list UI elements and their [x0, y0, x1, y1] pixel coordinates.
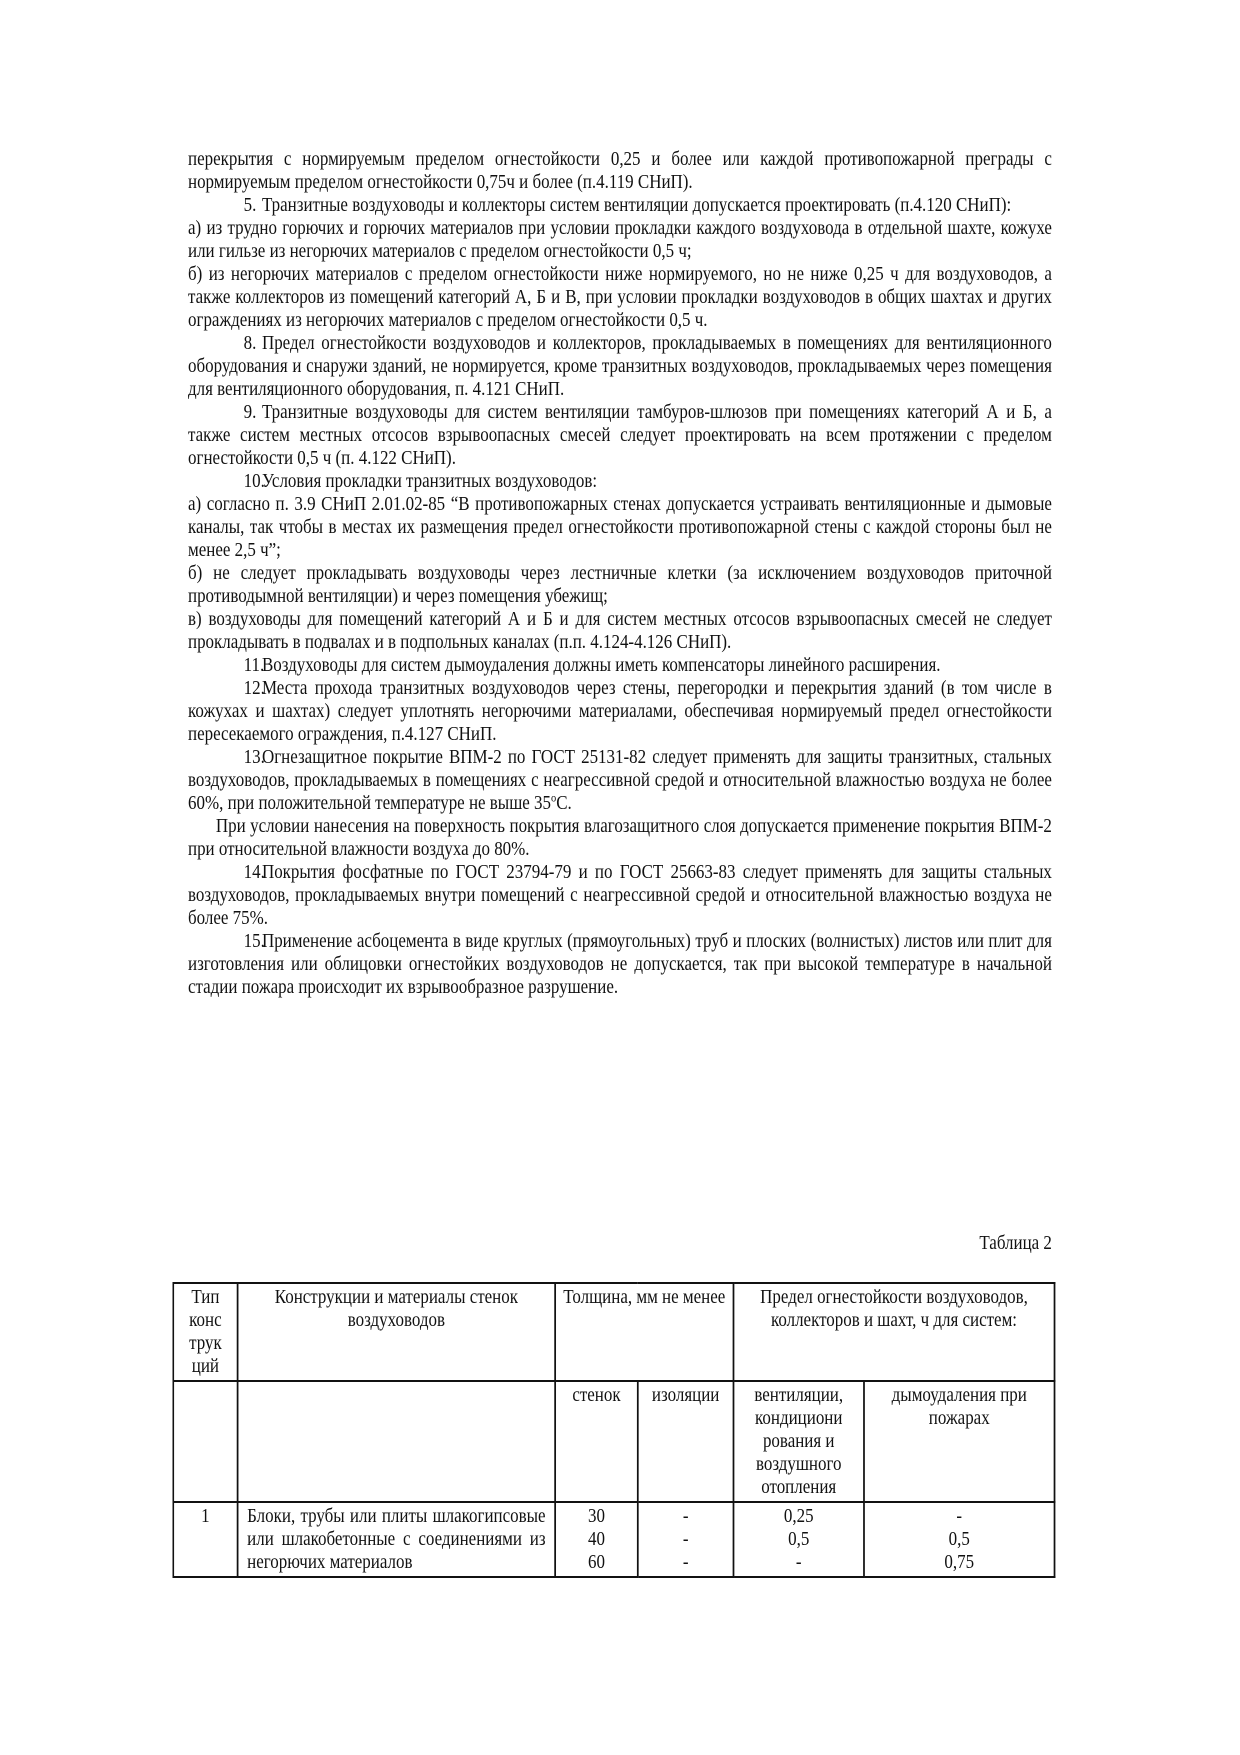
table-header-row	[173, 1283, 1054, 1381]
cell-construction: Блоки, трубы или плиты шлакогипсовые или шлакобетонные с соединениями из негорючих материалов	[238, 1502, 556, 1577]
table-caption: Таблица 2	[979, 1233, 1052, 1254]
cell-value: -	[956, 1506, 963, 1527]
item-number: 12.	[243, 678, 265, 699]
cell-value: -	[682, 1529, 689, 1550]
header-insulation: изоляции	[638, 1381, 734, 1502]
item-number: 10.	[243, 471, 265, 492]
cell-walls	[555, 1502, 638, 1577]
table-row	[173, 1502, 1054, 1577]
header-walls: стенок	[555, 1381, 638, 1502]
paragraph-text: Огнезащитное покрытие ВПМ-2 по ГОСТ 25131-82 следует применять для защиты транзитных, стальных воздуховодов, прокладываемых в помещениях с неагрессивной средой и относительной влажностью воздуха не более 60%, при положительной температуре не выше 35	[188, 747, 1052, 814]
paragraph	[188, 470, 1052, 493]
paragraph-text: перекрытия с нормируемым пределом огнестойкости 0,25 и более или каждой противопожарной преграды с нормируемым пределом огнестойкости 0,75ч и более (п.4.119 СНиП).	[188, 149, 1052, 193]
item-number: 15.	[243, 931, 265, 952]
paragraph	[188, 332, 1052, 401]
cell-type: 1	[173, 1502, 237, 1577]
header-thickness: Толщина, мм не менее	[555, 1283, 733, 1381]
paragraph	[188, 217, 1052, 263]
paragraph-text: Воздуховоды для систем дымоудаления должны иметь компенсаторы линейного расширения.	[261, 655, 941, 676]
empty-cell	[173, 1381, 237, 1502]
header-construction: Конструкции и материалы стенок воздуховодов	[238, 1283, 556, 1381]
item-number: 14.	[243, 862, 265, 883]
cell-value: 0,75	[944, 1552, 975, 1573]
table-subheader-row	[173, 1381, 1054, 1502]
item-number: 13.	[243, 747, 265, 768]
document-page	[188, 148, 1052, 1573]
empty-cell	[238, 1381, 556, 1502]
cell-value: 40	[587, 1529, 605, 1550]
degree-sup: о	[551, 790, 557, 805]
paragraph-text: При условии нанесения на поверхность покрытия влагозащитного слоя допускается применение покрытия ВПМ-2 при относительной влажности воздуха до 80%.	[188, 816, 1052, 860]
item-number: 8.	[243, 333, 257, 354]
cell-ventilation	[733, 1502, 864, 1577]
cell-value: 0,5	[788, 1529, 810, 1550]
header-smoke-removal: дымоудаления при пожарах	[864, 1381, 1055, 1502]
body-text	[188, 148, 1052, 999]
paragraph	[188, 746, 1052, 815]
paragraph	[188, 194, 1052, 217]
paragraph	[188, 562, 1052, 608]
paragraph-text: Предел огнестойкости воздуховодов и коллекторов, прокладываемых в помещениях для вентиляционного оборудования и снаружи зданий, не нормируется, кроме транзитных воздуховодов, прокладываемых через помещения для вентиляционного оборудования, п. 4.121 СНиП.	[188, 333, 1052, 400]
paragraph-text: Условия прокладки транзитных воздуховодов:	[261, 471, 598, 492]
header-type: Тип конс трук ций	[173, 1283, 237, 1381]
cell-value: -	[795, 1552, 802, 1573]
paragraph-text: Места прохода транзитных воздуховодов через стены, перегородки и перекрытия зданий (в том числе в кожухах и шахтах) следует уплотнять негорючими материалами, обеспечивая нормируемый предел огнестойкости пересекаемого ограждения, п.4.127 СНиП.	[188, 678, 1052, 745]
cell-value: 0,5	[948, 1529, 970, 1550]
item-number: 9.	[243, 402, 257, 423]
cell-value: 60	[587, 1552, 605, 1573]
paragraph-text: б) из негорючих материалов с пределом огнестойкости ниже нормируемого, но не ниже 0,25 ч для воздуховодов, а также коллекторов из помещений категорий А, Б и В, при условии прокладки воздуховодов в общих шахтах и других ограждениях из негорючих материалов с пределом огнестойкости 0,5 ч.	[188, 264, 1052, 331]
paragraph	[188, 401, 1052, 470]
cell-value: 0,25	[783, 1506, 814, 1527]
paragraph-text: а) согласно п. 3.9 СНиП 2.01.02-85 “В противопожарных стенах допускается устраивать вентиляционные и дымовые каналы, так чтобы в местах их размещения предел огнестойкости противопожарной стены с каждой стороны был не менее 2,5 ч”;	[188, 494, 1052, 561]
header-fire-limit: Предел огнестойкости воздуховодов, коллекторов и шахт, ч для систем:	[733, 1283, 1054, 1381]
paragraph-text: а) из трудно горючих и горючих материалов при условии прокладки каждого воздуховода в отдельной шахте, кожухе или гильзе из негорючих материалов с пределом огнестойкости 0,5 ч;	[188, 218, 1052, 262]
paragraph	[188, 861, 1052, 930]
cell-insulation	[638, 1502, 734, 1577]
paragraph-text: б) не следует прокладывать воздуховоды через лестничные клетки (за исключением воздуховодов приточной противодымной вентиляции) и через помещения убежищ;	[188, 563, 1052, 607]
paragraph-text: Транзитные воздуховоды для систем вентиляции тамбуров-шлюзов при помещениях категорий А и Б, а также систем местных отсосов взрывоопасных смесей следует проектировать на всем протяжении с пределом огнестойкости 0,5 ч (п. 4.122 СНиП).	[188, 402, 1052, 469]
paragraph	[188, 815, 1052, 861]
paragraph	[188, 493, 1052, 562]
item-number: 11.	[243, 655, 265, 676]
fire-resistance-table	[172, 1282, 1055, 1578]
paragraph-text: Транзитные воздуховоды и коллекторы систем вентиляции допускается проектировать (п.4.120 СНиП):	[261, 195, 1012, 216]
paragraph	[188, 677, 1052, 746]
cell-value: -	[682, 1552, 689, 1573]
cell-value: 30	[587, 1506, 605, 1527]
paragraph	[188, 654, 1052, 677]
paragraph-tail: С.	[556, 793, 572, 814]
item-number: 5.	[243, 195, 257, 216]
paragraph-text: Покрытия фосфатные по ГОСТ 23794-79 и по ГОСТ 25663-83 следует применять для защиты стальных воздуховодов, прокладываемых внутри помещений с неагрессивной средой и относительной влажностью воздуха не более 75%.	[188, 862, 1052, 929]
cell-smoke-removal	[864, 1502, 1055, 1577]
header-ventilation: вентиляции, кондициони рования и воздушного отопления	[733, 1381, 864, 1502]
cell-value: -	[682, 1506, 689, 1527]
paragraph	[188, 608, 1052, 654]
paragraph	[188, 263, 1052, 332]
paragraph	[188, 930, 1052, 999]
paragraph	[188, 148, 1052, 194]
paragraph-text: Применение асбоцемента в виде круглых (прямоугольных) труб и плоских (волнистых) листов или плит для изготовления или облицовки огнестойких воздуховодов не допускается, так при высокой температуре в начальной стадии пожара происходит их взрывообразное разрушение.	[188, 931, 1052, 998]
paragraph-text: в) воздуховоды для помещений категорий А и Б и для систем местных отсосов взрывоопасных смесей не следует прокладывать в подвалах и в подпольных каналах (п.п. 4.124-4.126 СНиП).	[188, 609, 1052, 653]
